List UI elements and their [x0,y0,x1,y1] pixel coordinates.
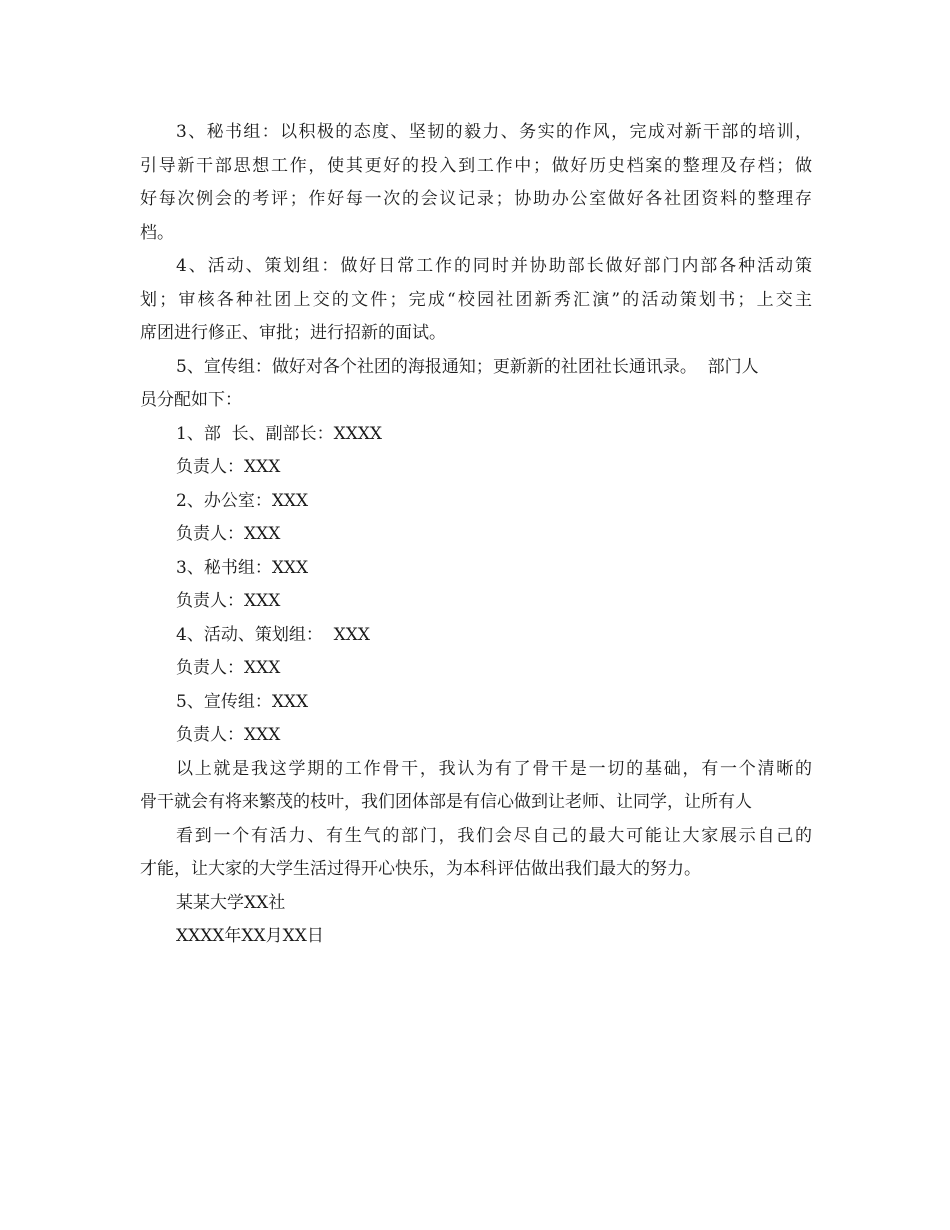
staff-list-item: 负责人：XXX [176,725,281,745]
staff-list-item: 负责人：XXX [176,658,281,678]
paragraph-line: 席团进行修正、审批；进行招新的面试。 [140,323,446,343]
paragraph-activity-planning [140,250,812,351]
paragraph-publicity [140,351,812,418]
staff-list-item: 2、办公室：XXX [176,490,309,511]
paragraph-line: 骨干就会有将来繁茂的枝叶，我们团体部是有信心做到让老师、让同学，让所有人 [140,792,752,812]
signature-block [140,887,812,954]
paragraph-line: 划；审核各种社团上交的文件；完成“校园社团新秀汇演”的活动策划书；上交主 [140,289,812,310]
staff-list-item: 4、活动、策划组： XXX [176,624,370,645]
paragraph-line: 以上就是我这学期的工作骨干，我认为有了骨干是一切的基础，有一个清晰的 [176,758,812,779]
signature-date: XXXX年XX月XX日 [176,926,324,946]
paragraph-conclusion [140,753,812,887]
paragraph-line: 5、宣传组：做好对各个社团的海报通知；更新新的社团社长通讯录。 部门人 [176,356,759,377]
paragraph-line: 才能，让大家的大学生活过得开心快乐，为本科评估做出我们最大的努力。 [140,859,701,879]
document-body [140,116,812,954]
staff-list-item: 负责人：XXX [176,457,281,477]
paragraph-line: 好每次例会的考评；作好每一次的会议记录；协助办公室做好各社团资料的整理存 [140,189,812,209]
signature-organization: 某某大学XX社 [176,892,286,913]
paragraph-line: 档。 [140,222,174,243]
paragraph-line: 4、活动、策划组：做好日常工作的同时并协助部长做好部门内部各种活动策 [176,256,812,276]
paragraph-line: 引导新干部思想工作，使其更好的投入到工作中；做好历史档案的整理及存档；做 [140,155,812,176]
paragraph-line: 员分配如下： [140,390,242,410]
staff-list-item: 3、秘书组：XXX [176,557,309,578]
staff-list-item: 负责人：XXX [176,591,281,611]
staff-list [140,418,812,753]
paragraph-line: 3、秘书组：以积极的态度、坚韧的毅力、务实的作风，完成对新干部的培训， [176,122,812,142]
paragraph-line: 看到一个有活力、有生气的部门，我们会尽自己的最大可能让大家展示自己的 [176,825,812,846]
staff-list-item: 负责人：XXX [176,524,281,544]
staff-list-item: 5、宣传组：XXX [176,691,309,712]
staff-list-item: 1、部 长、副部长：XXXX [176,423,383,444]
paragraph-secretariat [140,116,812,250]
